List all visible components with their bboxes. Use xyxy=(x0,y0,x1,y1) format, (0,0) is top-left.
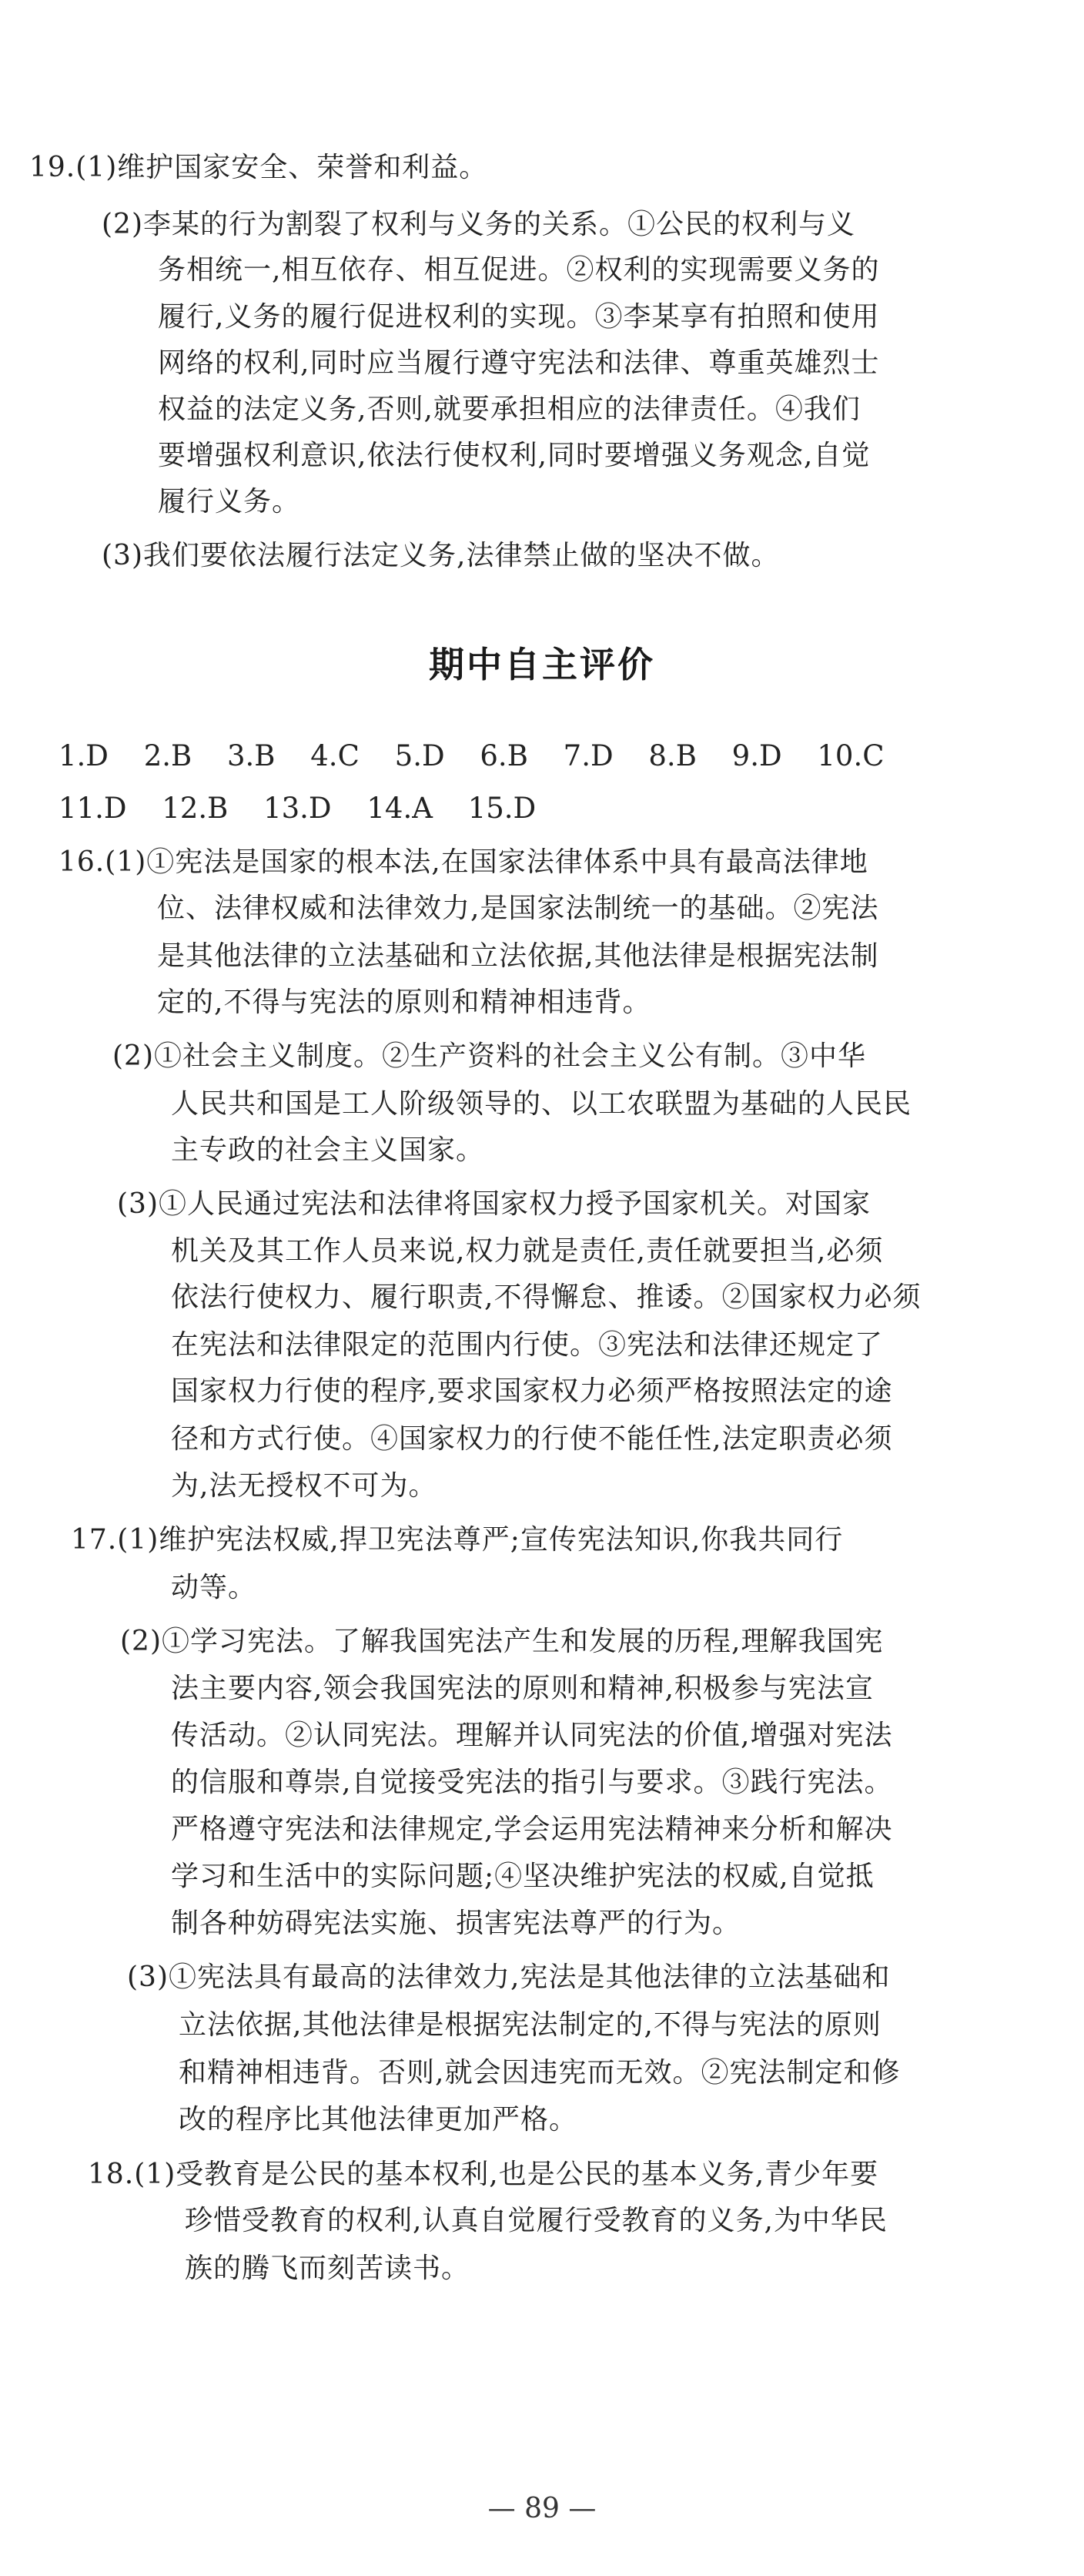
answer-item: 6.B xyxy=(480,739,528,772)
q17-part2-line2: 法主要内容,领会我国宪法的原则和精神,积极参与宪法宣 xyxy=(171,1673,874,1704)
q17-part2-line5: 严格遵守宪法和法律规定,学会运用宪法精神来分析和解决 xyxy=(171,1814,893,1845)
q19-part2-line7: 履行义务。 xyxy=(158,486,301,518)
answer-item: 2.B xyxy=(143,739,192,772)
answer-item: 13.D xyxy=(263,792,332,825)
answer-item: 14.A xyxy=(366,792,433,825)
answer-item: 12.B xyxy=(162,792,229,825)
q16-part1-line4: 定的,不得与宪法的原则和精神相违背。 xyxy=(157,987,651,1018)
q16-part2-line1: (2)①社会主义制度。②生产资料的社会主义公有制。③中华 xyxy=(112,1040,866,1072)
answer-item: 5.D xyxy=(394,739,445,772)
q16-part2-line3: 主专政的社会主义国家。 xyxy=(171,1134,485,1166)
answer-item: 3.B xyxy=(227,739,276,772)
q19-part2-line2: 务相统一,相互依存、相互促进。②权利的实现需要义务的 xyxy=(158,254,880,286)
q19-part2-line5: 权益的法定义务,否则,就要承担相应的法律责任。④我们 xyxy=(158,394,861,425)
q17-part2-line1: (2)①学习宪法。了解我国宪法产生和发展的历程,理解我国宪 xyxy=(120,1626,884,1657)
q17-part3-line1: (3)①宪法具有最高的法律效力,宪法是其他法律的立法基础和 xyxy=(127,1961,891,1993)
q17-part1-line1: 17.(1)维护宪法权威,捍卫宪法尊严;宣传宪法知识,你我共同行 xyxy=(71,1524,844,1556)
q17-part2-line6: 学习和生活中的实际问题;④坚决维护宪法的权威,自觉抵 xyxy=(171,1861,875,1892)
q16-part1-line3: 是其他法律的立法基础和立法依据,其他法律是根据宪法制 xyxy=(157,940,879,972)
choice-answers-row-2 xyxy=(59,792,562,826)
q16-part1-line2: 位、法律权威和法律效力,是国家法制统一的基础。②宪法 xyxy=(157,893,879,924)
q16-part3-line5: 国家权力行使的程序,要求国家权力必须严格按照法定的途 xyxy=(171,1375,893,1407)
section-title: 期中自主评价 xyxy=(429,644,655,685)
q17-part2-line3: 传活动。②认同宪法。理解并认同宪法的价值,增强对宪法 xyxy=(171,1720,893,1751)
q18-part1-line2: 珍惜受教育的权利,认真自觉履行受教育的义务,为中华民 xyxy=(185,2205,888,2236)
answer-item: 11.D xyxy=(59,792,127,825)
q19-part2-line1: (2)李某的行为割裂了权利与义务的关系。①公民的权利与义 xyxy=(102,209,855,240)
answer-item: 1.D xyxy=(59,739,109,772)
q17-part2-line4: 的信服和尊崇,自觉接受宪法的指引与要求。③践行宪法。 xyxy=(171,1767,893,1798)
choice-answers-row-1 xyxy=(59,739,911,773)
answer-item: 10.C xyxy=(817,739,885,772)
q19-part2-line3: 履行,义务的履行促进权利的实现。③李某享有拍照和使用 xyxy=(158,301,880,333)
q16-part3-line2: 机关及其工作人员来说,权力就是责任,责任就要担当,必须 xyxy=(171,1235,884,1267)
q19-part1: 19.(1)维护国家安全、荣誉和利益。 xyxy=(29,152,488,183)
q17-part3-line4: 改的程序比其他法律更加严格。 xyxy=(179,2104,578,2136)
q16-part3-line6: 径和方式行使。④国家权力的行使不能任性,法定职责必须 xyxy=(171,1423,893,1455)
answer-item: 7.D xyxy=(563,739,614,772)
q17-part3-line2: 立法依据,其他法律是根据宪法制定的,不得与宪法的原则 xyxy=(179,2009,882,2041)
q18-part1-line1: 18.(1)受教育是公民的基本权利,也是公民的基本义务,青少年要 xyxy=(88,2159,879,2190)
q19-part2-line6: 要增强权利意识,依法行使权利,同时要增强义务观念,自觉 xyxy=(158,440,871,471)
answer-item: 15.D xyxy=(467,792,537,825)
q19-part2-line4: 网络的权利,同时应当履行遵守宪法和法律、尊重英雄烈士 xyxy=(158,347,880,379)
q16-part3-line4: 在宪法和法律限定的范围内行使。③宪法和法律还规定了 xyxy=(171,1329,884,1361)
q16-part2-line2: 人民共和国是工人阶级领导的、以工农联盟为基础的人民民 xyxy=(171,1088,912,1120)
q17-part1-line2: 动等。 xyxy=(171,1572,257,1603)
answer-item: 8.B xyxy=(648,739,697,772)
q16-part1-line1: 16.(1)①宪法是国家的根本法,在国家法律体系中具有最高法律地 xyxy=(59,846,868,878)
answer-item: 9.D xyxy=(731,739,782,772)
q17-part2-line7: 制各种妨碍宪法实施、损害宪法尊严的行为。 xyxy=(171,1908,741,1939)
answer-item: 4.C xyxy=(310,739,360,772)
q16-part3-line7: 为,法无授权不可为。 xyxy=(171,1470,437,1502)
page-number: — 89 — xyxy=(487,2493,597,2524)
q16-part3-line1: (3)①人民通过宪法和法律将国家权力授予国家机关。对国家 xyxy=(117,1188,871,1220)
q19-part3: (3)我们要依法履行法定义务,法律禁止做的坚决不做。 xyxy=(102,540,780,571)
q16-part3-line3: 依法行使权力、履行职责,不得懈怠、推诿。②国家权力必须 xyxy=(171,1281,922,1313)
q17-part3-line3: 和精神相违背。否则,就会因违宪而无效。②宪法制定和修 xyxy=(179,2057,901,2089)
q18-part1-line3: 族的腾飞而刻苦读书。 xyxy=(185,2253,470,2284)
